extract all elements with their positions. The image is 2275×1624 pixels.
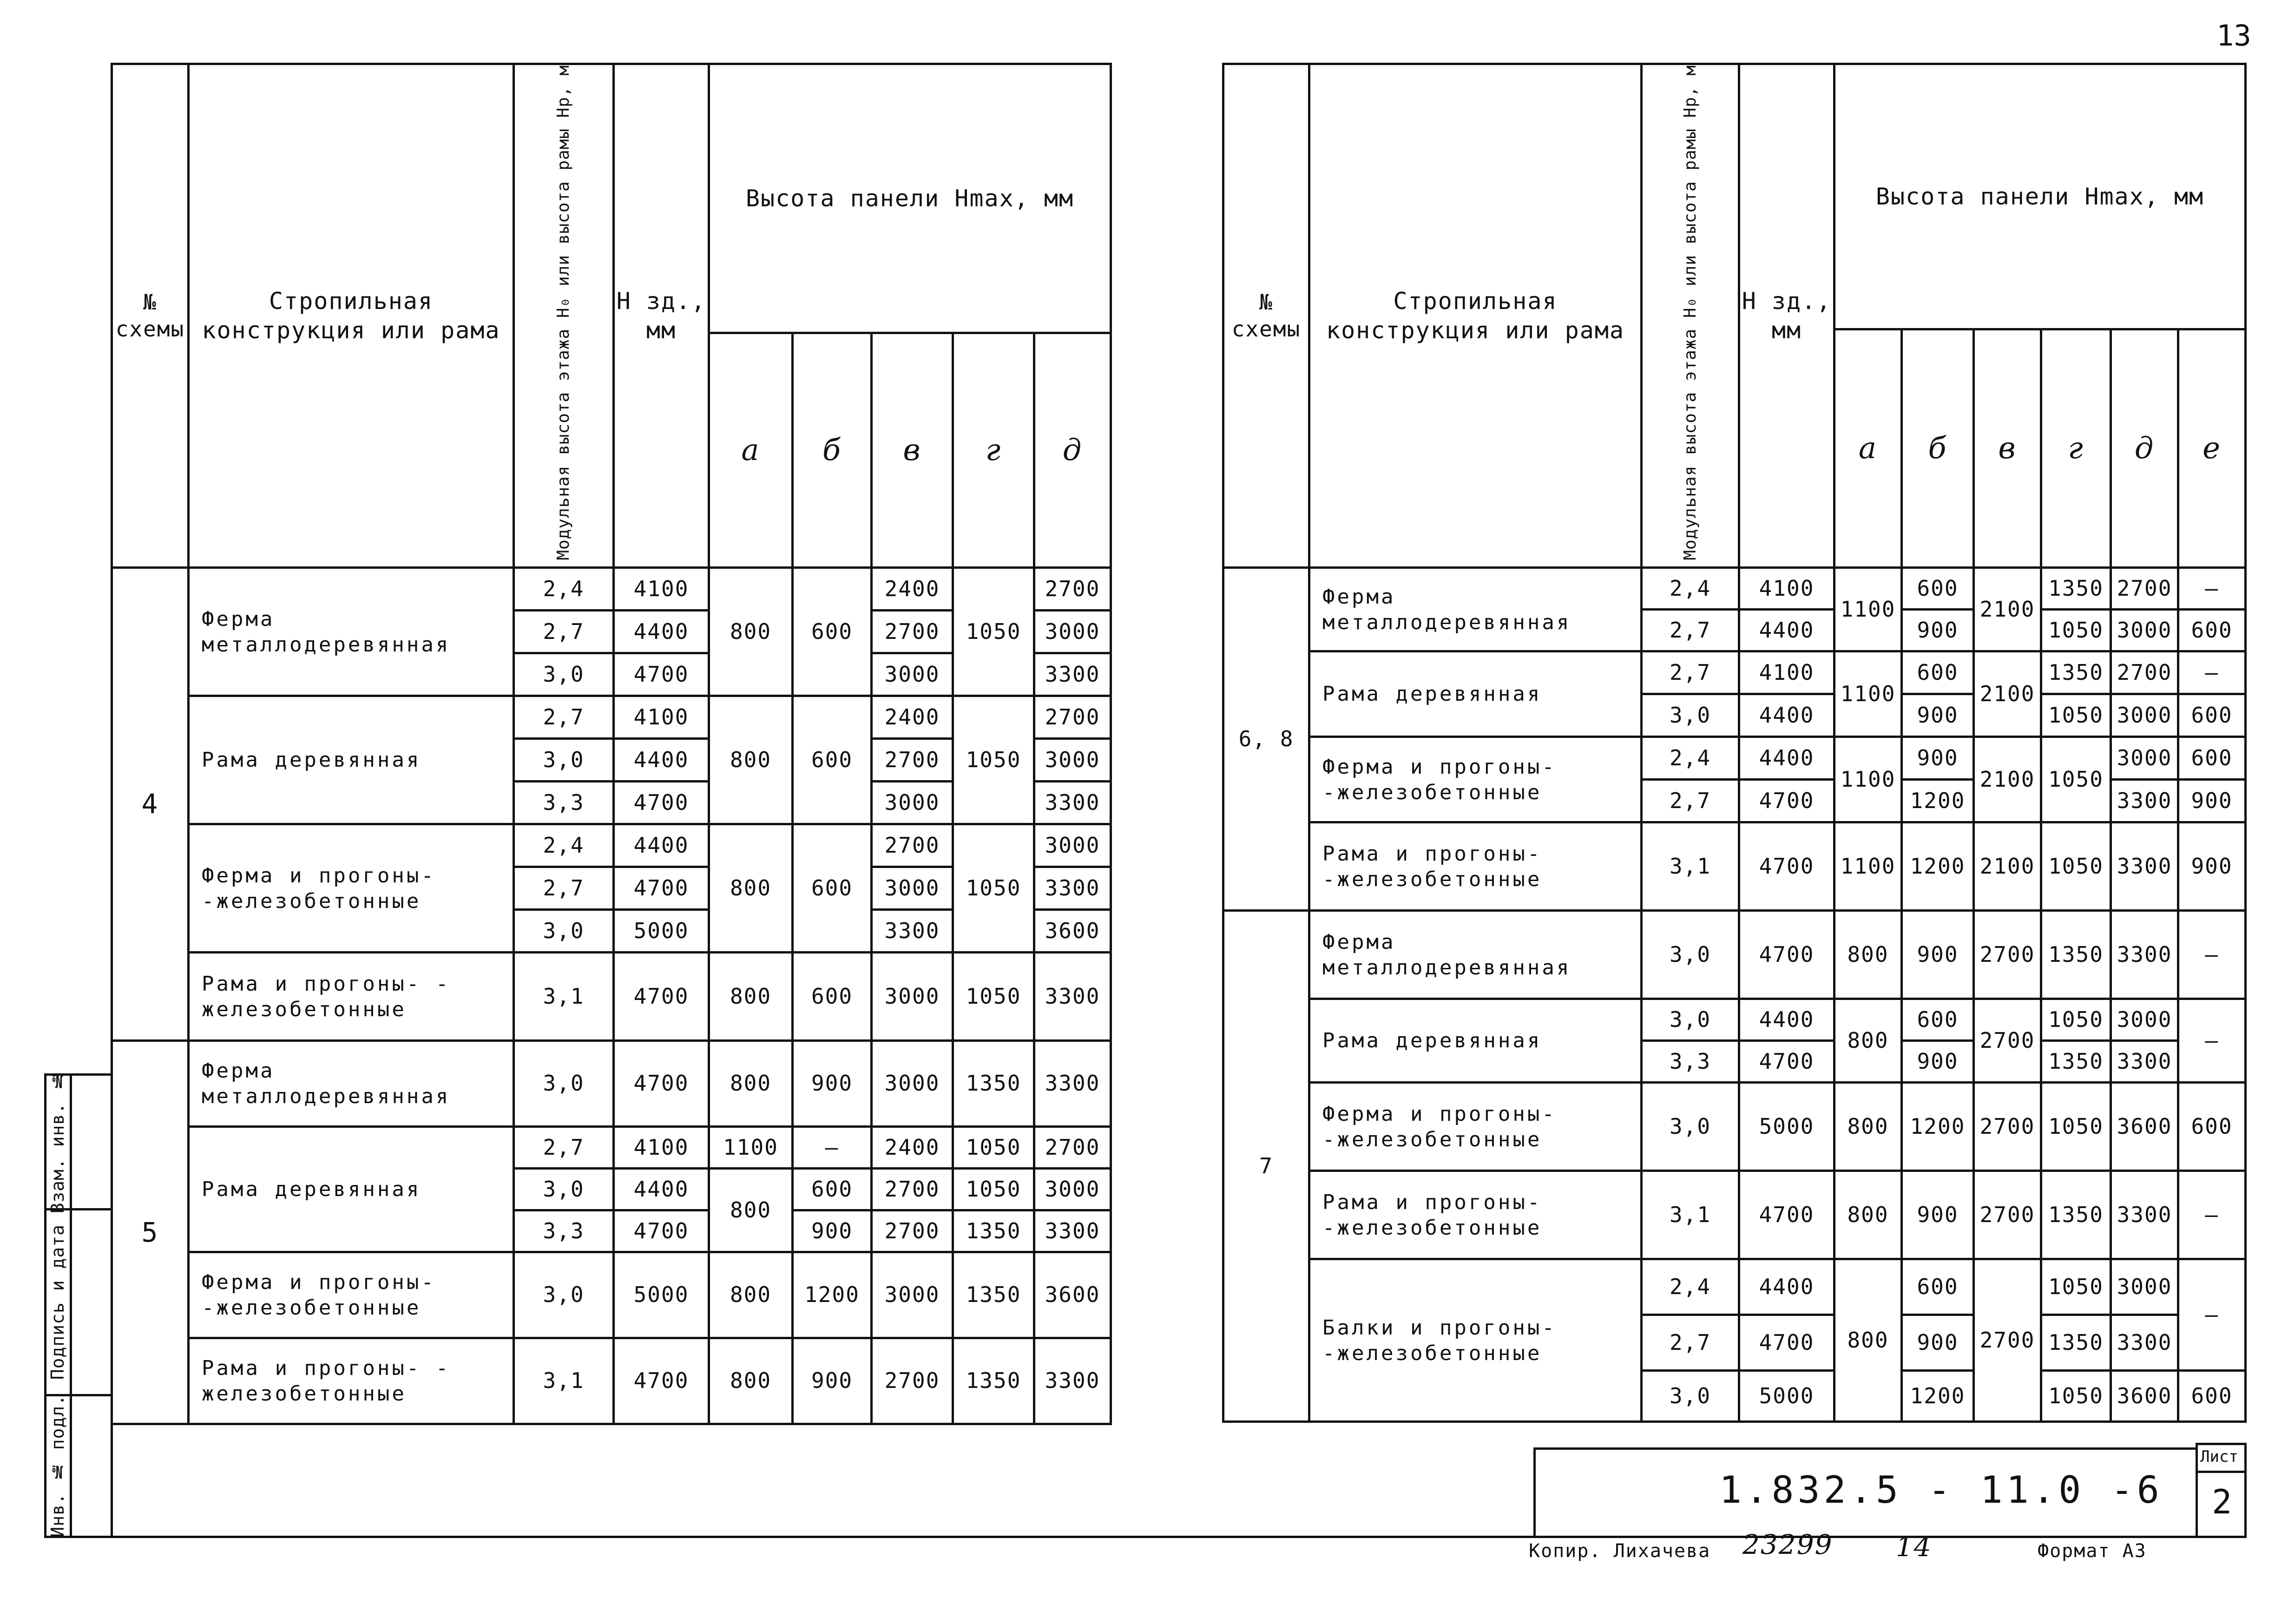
construction-cell: Ферма и прогоны- -железобетонные xyxy=(1309,1083,1642,1171)
footer-format: Формат А3 xyxy=(2038,1540,2147,1562)
col-d-cell: 3000 xyxy=(2111,610,2178,651)
col-d-cell: 3600 xyxy=(2111,1371,2178,1422)
hz-cell: 4700 xyxy=(1739,1171,1834,1259)
col-d-cell: 2700 xyxy=(1034,568,1111,611)
col-v-cell: 2400 xyxy=(872,696,953,739)
height-cell: 2,4 xyxy=(1642,737,1739,780)
construction-cell: Ферма металлодеревянная xyxy=(189,568,514,696)
construction-cell: Рама и прогоны- -железобетонные xyxy=(1309,1171,1642,1259)
col-e-cell: — xyxy=(2178,651,2246,694)
col-b-cell: 600 xyxy=(1902,651,1974,694)
document-code: 1.832.5 - 11.0 -6 xyxy=(1719,1468,2163,1512)
col-d-cell: 3000 xyxy=(1034,611,1111,653)
col-e-cell: 900 xyxy=(2178,780,2246,822)
construction-cell: Рама и прогоны- - железобетонные xyxy=(189,1338,514,1424)
hz-cell: 4700 xyxy=(1739,822,1834,911)
footer-order: 23299 xyxy=(1742,1529,1833,1560)
hz-cell: 4400 xyxy=(1739,694,1834,737)
height-cell: 2,4 xyxy=(514,568,614,611)
col-g-cell: 1350 xyxy=(953,1338,1034,1424)
left-col-v: в xyxy=(872,333,953,568)
scheme-cell: 6, 8 xyxy=(1223,568,1309,911)
right-col-g: г xyxy=(2041,329,2111,568)
col-b-cell: 600 xyxy=(793,824,872,953)
hz-cell: 4700 xyxy=(614,1210,709,1252)
col-b-cell: 900 xyxy=(793,1210,872,1252)
sheet-label: Лист xyxy=(2200,1447,2238,1466)
left-col-b: б xyxy=(793,333,872,568)
height-cell: 3,3 xyxy=(514,782,614,824)
scheme-cell: 4 xyxy=(112,568,189,1041)
right-col-d: д xyxy=(2111,329,2178,568)
height-cell: 3,0 xyxy=(1642,911,1739,999)
col-g-cell: 1050 xyxy=(2041,1083,2111,1171)
hz-cell: 4700 xyxy=(1739,1041,1834,1083)
title-block-top xyxy=(1533,1447,2198,1450)
sheet-number: 2 xyxy=(2212,1482,2232,1521)
height-cell: 3,0 xyxy=(514,1169,614,1210)
col-e-cell: 600 xyxy=(2178,694,2246,737)
hz-cell: 4400 xyxy=(614,739,709,782)
col-d-cell: 3000 xyxy=(1034,739,1111,782)
col-d-cell: 2700 xyxy=(1034,1127,1111,1169)
construction-cell: Ферма металлодеревянная xyxy=(1309,568,1642,651)
hz-cell: 4700 xyxy=(614,653,709,696)
col-v-cell: 2700 xyxy=(872,739,953,782)
col-b-cell: 900 xyxy=(1902,1315,1974,1371)
right-header-panel-height: Высота панели Hmax, мм xyxy=(1834,64,2246,329)
height-cell: 2,7 xyxy=(514,611,614,653)
col-e-cell: 600 xyxy=(2178,1083,2246,1171)
hz-cell: 4700 xyxy=(614,1338,709,1424)
height-cell: 3,0 xyxy=(514,910,614,953)
table-row xyxy=(1223,1171,2246,1259)
height-cell: 3,0 xyxy=(514,653,614,696)
col-v-cell: 2700 xyxy=(1974,1083,2041,1171)
col-d-cell: 3000 xyxy=(2111,1259,2178,1315)
col-v-cell: 2700 xyxy=(1974,1171,2041,1259)
col-v-cell: 2700 xyxy=(1974,911,2041,999)
left-header-scheme: № схемы xyxy=(112,64,189,568)
col-a-cell: 800 xyxy=(709,1252,793,1338)
col-v-cell: 3000 xyxy=(872,782,953,824)
table-row xyxy=(1223,999,2246,1041)
col-v-cell: 3000 xyxy=(872,653,953,696)
col-a-cell: 1100 xyxy=(1834,568,1902,651)
col-v-cell: 2100 xyxy=(1974,651,2041,737)
col-a-cell: 800 xyxy=(709,824,793,953)
construction-cell: Рама деревянная xyxy=(1309,651,1642,737)
hz-cell: 4400 xyxy=(614,611,709,653)
col-a-cell: 800 xyxy=(1834,999,1902,1083)
col-b-cell: 900 xyxy=(1902,737,1974,780)
left-header-modular-height: Модульная высота этажа H₀ или высота рамы Hр, м xyxy=(514,64,614,568)
col-e-cell: — xyxy=(2178,1171,2246,1259)
col-d-cell: 3300 xyxy=(2111,780,2178,822)
col-b-cell: 900 xyxy=(1902,911,1974,999)
table-row xyxy=(1223,651,2246,694)
height-cell: 3,1 xyxy=(1642,1171,1739,1259)
col-b-cell: 600 xyxy=(793,696,872,824)
height-cell: 3,3 xyxy=(1642,1041,1739,1083)
table-row xyxy=(1223,822,2246,911)
construction-cell: Рама деревянная xyxy=(189,696,514,824)
right-col-b: б xyxy=(1902,329,1974,568)
col-g-cell: 1050 xyxy=(2041,1371,2111,1422)
page-number: 13 xyxy=(2216,19,2251,53)
col-a-cell: 800 xyxy=(709,696,793,824)
col-v-cell: 2700 xyxy=(872,1210,953,1252)
height-cell: 2,4 xyxy=(1642,568,1739,610)
col-d-cell: 3000 xyxy=(2111,694,2178,737)
col-b-cell: 600 xyxy=(1902,999,1974,1041)
scheme-cell: 5 xyxy=(112,1041,189,1424)
col-d-cell: 3600 xyxy=(1034,910,1111,953)
hz-cell: 4100 xyxy=(614,1127,709,1169)
construction-cell: Ферма металлодеревянная xyxy=(189,1041,514,1127)
title-block-sheet-mid xyxy=(2196,1471,2247,1473)
left-col-g: г xyxy=(953,333,1034,568)
col-b-cell: 600 xyxy=(1902,1259,1974,1315)
col-g-cell: 1350 xyxy=(2041,1041,2111,1083)
col-a-cell: 1100 xyxy=(709,1127,793,1169)
col-a-cell: 800 xyxy=(709,1338,793,1424)
col-d-cell: 2700 xyxy=(2111,651,2178,694)
construction-cell: Балки и прогоны- -железобетонные xyxy=(1309,1259,1642,1422)
col-b-cell: 900 xyxy=(1902,1041,1974,1083)
table-row xyxy=(112,824,1111,867)
col-v-cell: 2700 xyxy=(1974,1259,2041,1422)
hz-cell: 4700 xyxy=(614,867,709,910)
height-cell: 2,7 xyxy=(1642,780,1739,822)
col-v-cell: 2700 xyxy=(872,611,953,653)
hz-cell: 4400 xyxy=(1739,1259,1834,1315)
hz-cell: 4400 xyxy=(1739,999,1834,1041)
right-header-construction: Стропильная конструкция или рама xyxy=(1309,64,1642,568)
col-v-cell: 2700 xyxy=(872,1169,953,1210)
construction-cell: Ферма и прогоны- -железобетонные xyxy=(189,824,514,953)
height-cell: 3,1 xyxy=(514,1338,614,1424)
col-a-cell: 800 xyxy=(709,568,793,696)
right-table xyxy=(1222,63,2247,1423)
col-e-cell: 600 xyxy=(2178,1371,2246,1422)
height-cell: 3,3 xyxy=(514,1210,614,1252)
col-g-cell: 1050 xyxy=(2041,822,2111,911)
col-a-cell: 1100 xyxy=(1834,737,1902,822)
col-d-cell: 3000 xyxy=(2111,737,2178,780)
table-row xyxy=(112,1041,1111,1127)
table-row xyxy=(112,1338,1111,1424)
col-b-cell: 900 xyxy=(793,1041,872,1127)
col-d-cell: 3300 xyxy=(2111,1171,2178,1259)
left-header-h-building: H зд., мм xyxy=(614,64,709,568)
hz-cell: 4100 xyxy=(614,696,709,739)
col-g-cell: 1350 xyxy=(2041,651,2111,694)
height-cell: 2,4 xyxy=(514,824,614,867)
col-v-cell: 2700 xyxy=(872,1338,953,1424)
height-cell: 3,0 xyxy=(1642,999,1739,1041)
hz-cell: 5000 xyxy=(1739,1371,1834,1422)
footer-copied: Копир. Лихачева xyxy=(1529,1540,1711,1562)
right-col-e: е xyxy=(2178,329,2246,568)
hz-cell: 5000 xyxy=(1739,1083,1834,1171)
col-b-cell: 900 xyxy=(1902,1171,1974,1259)
col-e-cell: — xyxy=(2178,568,2246,610)
hz-cell: 4100 xyxy=(1739,651,1834,694)
col-b-cell: 600 xyxy=(793,1169,872,1210)
right-col-a: а xyxy=(1834,329,1902,568)
col-b-cell: 1200 xyxy=(1902,1083,1974,1171)
col-d-cell: 3600 xyxy=(2111,1083,2178,1171)
col-d-cell: 3300 xyxy=(1034,867,1111,910)
col-a-cell: 800 xyxy=(709,1041,793,1127)
title-block-sheet-divider xyxy=(2196,1443,2198,1538)
height-cell: 3,1 xyxy=(1642,822,1739,911)
col-g-cell: 1350 xyxy=(2041,911,2111,999)
hz-cell: 4400 xyxy=(614,1169,709,1210)
height-cell: 3,0 xyxy=(514,1041,614,1127)
col-a-cell: 800 xyxy=(709,953,793,1041)
height-cell: 2,7 xyxy=(1642,651,1739,694)
col-e-cell: 600 xyxy=(2178,737,2246,780)
table-row xyxy=(1223,911,2246,999)
col-b-cell: 1200 xyxy=(793,1252,872,1338)
col-g-cell: 1350 xyxy=(953,1252,1034,1338)
col-b-cell: 1200 xyxy=(1902,780,1974,822)
col-g-cell: 1050 xyxy=(953,696,1034,824)
left-table xyxy=(111,63,1112,1425)
col-a-cell: 1100 xyxy=(1834,822,1902,911)
hz-cell: 4400 xyxy=(1739,737,1834,780)
col-b-cell: 600 xyxy=(1902,568,1974,610)
height-cell: 3,0 xyxy=(514,739,614,782)
col-d-cell: 3000 xyxy=(1034,824,1111,867)
col-e-cell: 900 xyxy=(2178,822,2246,911)
title-block-left xyxy=(1533,1447,1536,1538)
height-cell: 2,7 xyxy=(514,1127,614,1169)
col-a-cell: 800 xyxy=(1834,1171,1902,1259)
right-header-scheme: № схемы xyxy=(1223,64,1309,568)
col-g-cell: 1350 xyxy=(953,1210,1034,1252)
col-d-cell: 3300 xyxy=(1034,953,1111,1041)
col-v-cell: 2700 xyxy=(1974,999,2041,1083)
col-d-cell: 3300 xyxy=(1034,1338,1111,1424)
col-g-cell: 1050 xyxy=(953,824,1034,953)
table-row xyxy=(112,1252,1111,1338)
col-e-cell: — xyxy=(2178,1259,2246,1371)
scheme-cell: 7 xyxy=(1223,911,1309,1422)
col-g-cell: 1050 xyxy=(2041,694,2111,737)
col-v-cell: 2400 xyxy=(872,568,953,611)
col-v-cell: 2100 xyxy=(1974,737,2041,822)
col-g-cell: 1050 xyxy=(953,953,1034,1041)
hz-cell: 4400 xyxy=(1739,610,1834,651)
col-a-cell: 800 xyxy=(1834,1083,1902,1171)
construction-cell: Рама деревянная xyxy=(189,1127,514,1252)
hz-cell: 4700 xyxy=(1739,780,1834,822)
table-row xyxy=(112,1127,1111,1169)
col-g-cell: 1050 xyxy=(2041,1259,2111,1315)
construction-cell: Ферма металлодеревянная xyxy=(1309,911,1642,999)
col-b-cell: 1200 xyxy=(1902,822,1974,911)
col-g-cell: 1050 xyxy=(953,568,1034,696)
height-cell: 2,7 xyxy=(1642,610,1739,651)
table-row xyxy=(112,953,1111,1041)
col-b-cell: 900 xyxy=(1902,694,1974,737)
col-g-cell: 1050 xyxy=(2041,737,2111,822)
col-d-cell: 2700 xyxy=(2111,568,2178,610)
left-header-panel-height: Высота панели Hmax, мм xyxy=(709,64,1111,333)
col-g-cell: 1050 xyxy=(2041,610,2111,651)
col-v-cell: 2700 xyxy=(872,824,953,867)
col-v-cell: 2400 xyxy=(872,1127,953,1169)
col-b-cell: 900 xyxy=(793,1338,872,1424)
col-b-cell: 1200 xyxy=(1902,1371,1974,1422)
table-row xyxy=(1223,737,2246,780)
hz-cell: 5000 xyxy=(614,910,709,953)
height-cell: 3,0 xyxy=(514,1252,614,1338)
col-d-cell: 3300 xyxy=(1034,1041,1111,1127)
frame-right-line xyxy=(2244,1445,2247,1538)
col-a-cell: 800 xyxy=(709,1169,793,1252)
col-g-cell: 1350 xyxy=(2041,1315,2111,1371)
col-g-cell: 1350 xyxy=(953,1041,1034,1127)
col-v-cell: 2100 xyxy=(1974,822,2041,911)
construction-cell: Ферма и прогоны- -железобетонные xyxy=(1309,737,1642,822)
col-g-cell: 1350 xyxy=(2041,568,2111,610)
col-e-cell: 600 xyxy=(2178,610,2246,651)
col-d-cell: 3000 xyxy=(2111,999,2178,1041)
right-header-h-building: H зд., мм xyxy=(1739,64,1834,568)
col-b-cell: — xyxy=(793,1127,872,1169)
col-e-cell: — xyxy=(2178,999,2246,1083)
col-b-cell: 900 xyxy=(1902,610,1974,651)
col-d-cell: 3300 xyxy=(2111,1315,2178,1371)
height-cell: 3,0 xyxy=(1642,1371,1739,1422)
construction-cell: Ферма и прогоны- -железобетонные xyxy=(189,1252,514,1338)
construction-cell: Рама деревянная xyxy=(1309,999,1642,1083)
side-stamp-sign-date: Подпись и дата xyxy=(47,1224,68,1380)
left-col-a: а xyxy=(709,333,793,568)
hz-cell: 4400 xyxy=(614,824,709,867)
left-col-d: д xyxy=(1034,333,1111,568)
left-header-construction: Стропильная конструкция или рама xyxy=(189,64,514,568)
table-row xyxy=(1223,1083,2246,1171)
height-cell: 2,7 xyxy=(514,867,614,910)
col-d-cell: 3300 xyxy=(2111,1041,2178,1083)
hz-cell: 5000 xyxy=(614,1252,709,1338)
title-block-sheet-top xyxy=(2196,1443,2247,1445)
col-g-cell: 1350 xyxy=(2041,1171,2111,1259)
col-d-cell: 3300 xyxy=(1034,782,1111,824)
col-e-cell: — xyxy=(2178,911,2246,999)
height-cell: 2,7 xyxy=(1642,1315,1739,1371)
construction-cell: Рама и прогоны- -железобетонные xyxy=(1309,822,1642,911)
table-row xyxy=(1223,1259,2246,1315)
col-d-cell: 3300 xyxy=(1034,653,1111,696)
height-cell: 3,1 xyxy=(514,953,614,1041)
col-g-cell: 1050 xyxy=(953,1169,1034,1210)
col-a-cell: 800 xyxy=(1834,911,1902,999)
col-v-cell: 2100 xyxy=(1974,568,2041,651)
col-v-cell: 3300 xyxy=(872,910,953,953)
hz-cell: 4100 xyxy=(1739,568,1834,610)
col-g-cell: 1050 xyxy=(953,1127,1034,1169)
height-cell: 2,4 xyxy=(1642,1259,1739,1315)
table-row xyxy=(112,696,1111,739)
hz-cell: 4700 xyxy=(614,782,709,824)
hz-cell: 4700 xyxy=(614,953,709,1041)
col-d-cell: 3600 xyxy=(1034,1252,1111,1338)
table-row xyxy=(1223,568,2246,610)
table-row xyxy=(112,568,1111,611)
col-v-cell: 3000 xyxy=(872,867,953,910)
side-stamp-inv-podl: Инв. № подл. xyxy=(47,1394,68,1538)
col-v-cell: 3000 xyxy=(872,953,953,1041)
col-d-cell: 3300 xyxy=(2111,911,2178,999)
col-v-cell: 3000 xyxy=(872,1252,953,1338)
col-a-cell: 800 xyxy=(1834,1259,1902,1422)
footer-number: 14 xyxy=(1896,1531,1932,1563)
col-a-cell: 1100 xyxy=(1834,651,1902,737)
col-d-cell: 3300 xyxy=(2111,822,2178,911)
right-col-v: в xyxy=(1974,329,2041,568)
hz-cell: 4700 xyxy=(614,1041,709,1127)
right-header-modular-height: Модульная высота этажа H₀ или высота рамы Hр, м xyxy=(1642,64,1739,568)
col-d-cell: 3300 xyxy=(1034,1210,1111,1252)
col-b-cell: 600 xyxy=(793,568,872,696)
hz-cell: 4100 xyxy=(614,568,709,611)
hz-cell: 4700 xyxy=(1739,1315,1834,1371)
height-cell: 3,0 xyxy=(1642,1083,1739,1171)
side-stamp-inv-zam: Взам. инв. № xyxy=(47,1070,68,1214)
construction-cell: Рама и прогоны- - железобетонные xyxy=(189,953,514,1041)
height-cell: 2,7 xyxy=(514,696,614,739)
height-cell: 3,0 xyxy=(1642,694,1739,737)
col-v-cell: 3000 xyxy=(872,1041,953,1127)
col-d-cell: 3000 xyxy=(1034,1169,1111,1210)
col-g-cell: 1050 xyxy=(2041,999,2111,1041)
col-b-cell: 600 xyxy=(793,953,872,1041)
col-d-cell: 2700 xyxy=(1034,696,1111,739)
hz-cell: 4700 xyxy=(1739,911,1834,999)
